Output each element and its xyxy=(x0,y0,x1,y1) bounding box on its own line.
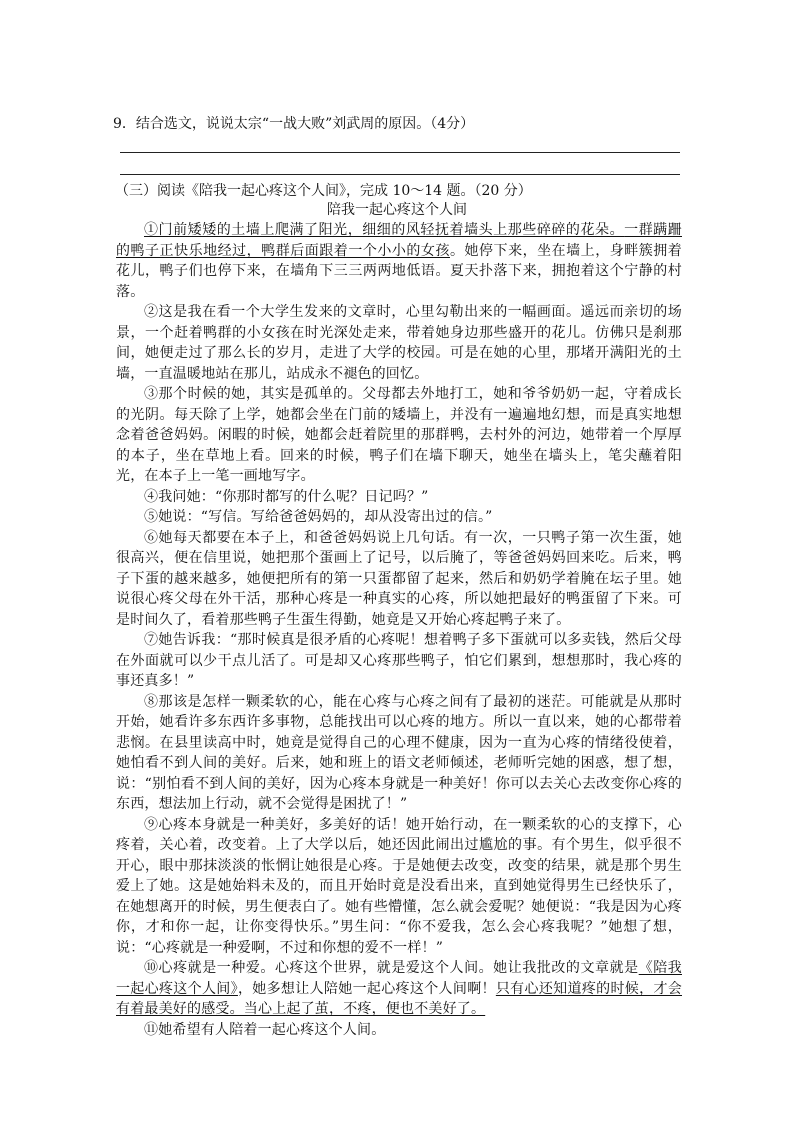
paragraph-3: ③那个时候的她，其实是孤单的。父母都去外地打工，她和爷爷奶奶一起，守着成长的光阴。每天除了上学，她都会坐在门前的矮墙上，并没有一遍遍地幻想，而是真实地想念着爸爸妈妈。闲暇的时候，她都会赶着院里的那群鸭，去村外的河边，她带着一个厚厚的本子，坐在草地上看。回来的时候，鸭子们在墙下聊天，她坐在墙头上，笔尖蘸着阳光，在本子上一笔一画地写字。 xyxy=(116,386,682,484)
paragraph-text: 。她停下来，坐在墙上，身畔簇拥着花儿，鸭子们也停下来，在墙角下三三两两地低语。夏天扑落下来，拥抱着这个宁静的村落。 xyxy=(116,242,682,300)
underlined-sentence-3: 只有心还知道疼的时候，才会有着最美好的感受。当心上起了茧，不疼，便也不美好了。 xyxy=(116,980,682,1017)
answer-line-1[interactable] xyxy=(120,152,680,153)
article-body xyxy=(116,220,682,1040)
paragraph-5: ⑤她说：“写信。写给爸爸妈妈的，却从没寄出过的信。” xyxy=(144,509,493,525)
paragraph-11: ⑪她希望有人陪着一起心疼这个人间。 xyxy=(144,1021,386,1038)
underlined-title: 《陪我一起心疼这个人间》 xyxy=(116,960,682,997)
paragraph-4: ④我问她：“你那时都写的什么呢？日记吗？” xyxy=(144,488,429,505)
paragraph-text: ⑩心疼就是一种爱。心疼这个世界，就是爱这个人间。她让我批改的文章就是 xyxy=(144,960,639,976)
paragraph-1 xyxy=(116,220,682,302)
underlined-sentence-1: ①门前矮矮的土墙上爬满了阳光，细细的风轻抚着墙头上那些碎碎的花朵。 xyxy=(144,222,625,238)
paragraph-10 xyxy=(116,958,682,1020)
paragraph-9: ⑨心疼本身就是一种美好，多美好的话！她开始行动，在一颗柔软的心的支撑下，心疼着，关心着，改变着。上了大学以后，她还因此闹出过尴尬的事。有个男生，似乎很不开心，眼中那抹淡淡的怅惘让她很是心疼。于是她便去改变，改变的结果，就是那个男生爱上了她。这是她始料未及的，而且开始时竟是没看出来，直到她觉得男生已经快乐了，在她想离开的时候，男生便表白了。她有些懵懂，怎么就会爱呢？她便说：“我是因为心疼你，才和你一起，让你变得快乐。”男生问：“你不爱我，怎么会心疼我呢？”她想了想，说：“心疼就是一种爱啊，不过和你想的爱不一样！” xyxy=(116,816,682,956)
article-title: 陪我一起心疼这个人间 xyxy=(327,202,467,218)
paragraph-6: ⑥她每天都要在本子上，和爸爸妈妈说上几句话。有一次，一只鸭子第一次生蛋，她很高兴，便在信里说，她把那个蛋画上了记号，以后腌了，等爸爸妈妈回来吃。后来，鸭子下蛋的越来越多，她便把所有的第一只蛋都留了起来，然后和奶奶学着腌在坛子里。她说很心疼父母在外干活，那种心疼是一种真实的心疼，所以她把最好的鸭蛋留了下来。可是时间久了，看着那些鸭子生蛋生得勤，她竟是又开始心疼起鸭子来了。 xyxy=(116,529,682,628)
paragraph-text: ，她多想让人陪她一起心疼这个人间啊！ xyxy=(237,980,496,997)
underlined-sentence-2: 一群蹒跚的鸭子正快乐地经过，鸭群后面跟着一个小小的女孩 xyxy=(116,222,682,259)
section-header: （三）阅读《陪我一起心疼这个人间》，完成 10～14 题。（20 分） xyxy=(115,183,532,199)
paragraph-8: ⑧那该是怎样一颗柔软的心，能在心疼与心疼之间有了最初的迷茫。可能就是从那时开始，她看许多东西许多事物，总能找出可以心疼的地方。所以一直以来，她的心都带着悲悯。在县里读高中时，她竟是觉得自己的心理不健康，因为一直为心疼的情绪役使着，她怕看不到人间的美好。后来，她和班上的语文老师倾述，老师听完她的困惑，想了想，说：“别怕看不到人间的美好，因为心疼本身就是一种美好！你可以去关心去改变你心疼的东西，想法加上行动，就不会觉得是困扰了！” xyxy=(116,693,682,812)
paragraph-2: ②这是我在看一个大学生发来的文章时，心里勾勒出来的一幅画面。遥远而亲切的场景，一个赶着鸭群的小女孩在时光深处走来，带着她身边那些盛开的花儿。仿佛只是刹那间，她便走过了那么长的岁月，走进了大学的校园。可是在她的心里，那堵开满阳光的土墙，一直温暖地站在那儿，站成永不褪色的回忆。 xyxy=(116,304,682,382)
question-9: 9．结合选文，说说太宗“一战大败”刘武周的原因。（4分） xyxy=(113,116,475,132)
answer-line-2[interactable] xyxy=(120,174,680,175)
paragraph-7: ⑦她告诉我：“那时候真是很矛盾的心疼呢！想着鸭子多下蛋就可以多卖钱，然后父母在外面就可以少干点儿活了。可是却又心疼那些鸭子，怕它们累到，想想那时，我心疼的事还真多！” xyxy=(116,632,682,689)
